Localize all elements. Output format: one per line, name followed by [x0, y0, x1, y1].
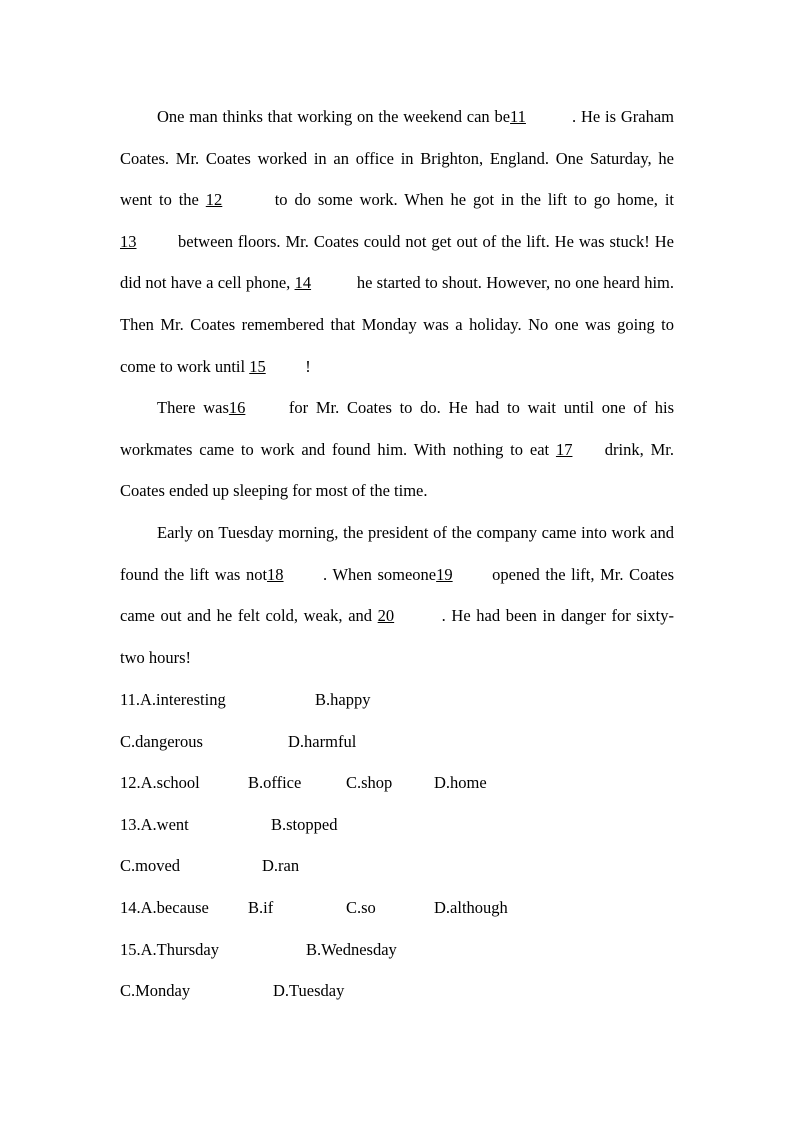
question-line: [120, 929, 674, 971]
answer-option: C.moved: [120, 856, 181, 876]
question-list: [120, 679, 674, 1012]
answer-blank: 20: [377, 606, 395, 626]
answer-option: D.although: [434, 897, 508, 917]
passage-text: . He had been in danger for sixty-two hours!: [120, 606, 674, 667]
passage-text: !: [305, 356, 311, 376]
answer-option: 13.A.went: [120, 814, 189, 834]
passage-paragraph: [120, 512, 674, 678]
answer-option: C.dangerous: [120, 731, 203, 751]
answer-option: D.Tuesday: [273, 981, 345, 1001]
passage-text: drink, Mr. Coates ended up sleeping for most of the time.: [120, 439, 674, 501]
passage-text: . He is Graham Coates. Mr. Coates worked in an office in Brighton, England. One Saturday, he went to the: [120, 107, 674, 210]
answer-blank: 15: [249, 356, 266, 376]
question-line: [120, 845, 674, 887]
question-line: [120, 970, 674, 1012]
passage-text: between floors. Mr. Coates could not get out of the lift. He was stuck! He did not have a cell phone,: [120, 231, 674, 293]
answer-option: D.home: [434, 773, 487, 793]
answer-option: B.if: [248, 897, 274, 917]
question-line: [120, 762, 674, 804]
answer-option: 15.A.Thursday: [120, 939, 219, 959]
passage-text: he started to shout. However, no one heard him. Then Mr. Coates remembered that Monday was a holiday. No one was going to come to work until: [120, 273, 675, 376]
passage-text: . When someone: [323, 564, 437, 584]
answer-option: D.harmful: [288, 731, 357, 751]
answer-option: 12.A.school: [120, 773, 200, 793]
question-line: [120, 679, 674, 721]
answer-option: B.stopped: [271, 814, 338, 834]
answer-option: 11.A.interesting: [120, 690, 226, 709]
answer-option: C.so: [346, 897, 376, 917]
passage-paragraph: [120, 387, 674, 512]
question-line: [120, 887, 674, 929]
answer-option: C.shop: [346, 773, 393, 793]
question-line: [120, 721, 674, 763]
passage-text: There was: [157, 398, 229, 418]
passage-text: Early on Tuesday morning, the president of the company came into work and found the lift was not: [120, 522, 674, 584]
answer-blank: 19: [436, 564, 453, 584]
answer-option: B.Wednesday: [306, 939, 397, 959]
passage-text: opened the lift, Mr. Coates came out and he felt cold, weak, and: [120, 564, 674, 626]
answer-option: B.happy: [315, 690, 371, 709]
answer-option: B.office: [248, 773, 302, 793]
answer-blank: 11: [510, 107, 526, 126]
passage-text: One man thinks that working on the weekend can be: [157, 107, 511, 126]
answer-blank: 12: [205, 190, 223, 210]
question-line: [120, 804, 674, 846]
passage-paragraph: [120, 96, 674, 387]
answer-blank: 14: [294, 273, 312, 293]
answer-blank: 16: [228, 398, 246, 418]
answer-option: D.ran: [262, 856, 300, 876]
answer-option: 14.A.because: [120, 897, 209, 917]
answer-option: C.Monday: [120, 981, 191, 1001]
cloze-passage: [120, 96, 674, 678]
passage-text: for Mr. Coates to do. He had to wait until one of his workmates came to work and found him. With nothing to eat: [120, 398, 674, 459]
passage-text: to do some work. When he got in the lift to go home, it: [267, 190, 674, 210]
answer-blank: 13: [120, 231, 137, 251]
answer-blank: 17: [555, 439, 573, 459]
answer-blank: 18: [267, 564, 284, 584]
